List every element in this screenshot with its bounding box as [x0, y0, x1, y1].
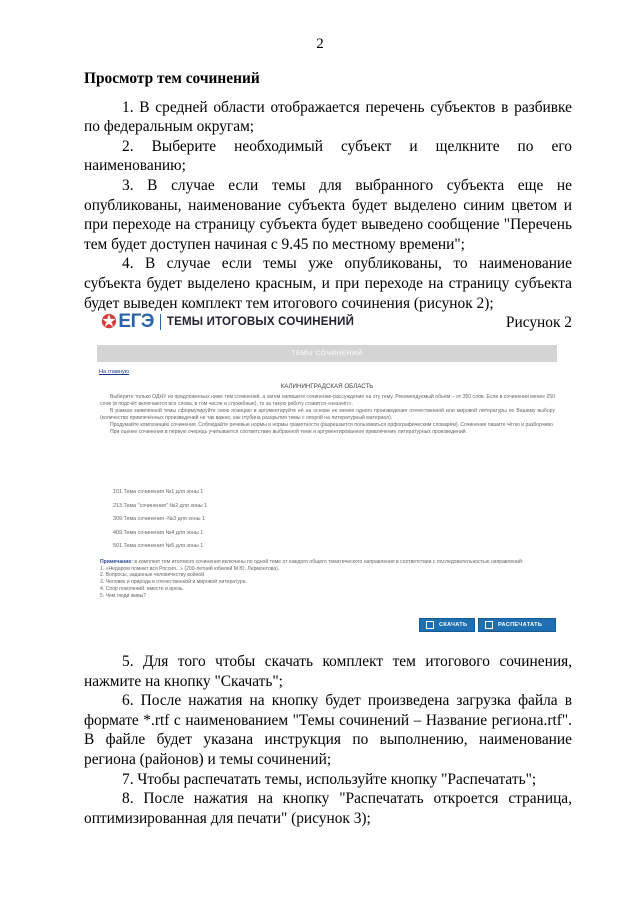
download-icon	[426, 621, 434, 629]
steps-section	[84, 652, 572, 828]
note-item: 3. Человек и природа в отечественной и мировой литературе.	[100, 579, 247, 586]
instruction-line: При оценке сочинения в первую очередь учитывается соответствие выбранной теме и аргументированное привлечение литературных произведений.	[110, 428, 467, 435]
page-number: 2	[316, 36, 324, 52]
topic-item: 213.Тема "сочинения" №2 для зоны 1	[113, 502, 208, 509]
note-item: 2. Вопросы, заданные человечеству войной.	[100, 572, 206, 579]
paragraph-5: 5. Для того чтобы скачать комплект тем итогового сочинения, нажмите на кнопку "Скачать";	[84, 653, 572, 690]
download-label: СКАЧАТЬ	[439, 622, 468, 628]
paragraph-2: 2. Выберите необходимый субъект и щелкните по его наименованию;	[84, 137, 572, 175]
figure-caption: Рисунок 2	[505, 314, 572, 332]
intro-section	[84, 69, 572, 333]
note-block	[100, 559, 555, 599]
site-title: ТЕМЫ ИТОГОВЫХ СОЧИНЕНИЙ	[166, 316, 355, 328]
home-link[interactable]: На главную	[99, 369, 130, 375]
note-label: Примечание:	[100, 559, 133, 565]
paragraph-8: 8. После нажатия на кнопку "Распечатать откроется страница, оптимизированная для печати" (рисунок 3);	[84, 790, 572, 827]
paragraph-6: 6. После нажатия на кнопку будет произведена загрузка файла в формате *.rtf с наименованием "Темы сочинений – Название региона.rtf". В файле будет указана инструкция по выполнению, наименование региона (районов) и темы сочинений;	[84, 692, 572, 768]
logo-emblem-icon: ✪	[101, 311, 117, 333]
paragraph-1: 1. В средней области отображается перечень субъектов в разбивке по федеральным округам;	[84, 98, 572, 136]
print-icon	[485, 621, 493, 629]
paragraph-4: 4. В случае если темы уже опубликованы, то наименование субъекта будет выделено красным, и при переходе на страницу субъекта будет выведен комплект тем итогового сочинения (рисунок 2);	[84, 255, 572, 312]
paragraph-7: 7. Чтобы распечатать темы, используйте кнопку "Распечатать";	[122, 770, 537, 788]
topic-item: 501.Тема сочинения №5 для зоны 1	[113, 543, 204, 549]
region-name: КАЛИНИНГРАДСКАЯ ОБЛАСТЬ	[280, 383, 374, 390]
topic-list	[113, 489, 207, 557]
download-button[interactable]	[419, 618, 475, 632]
figure-screenshot	[97, 306, 559, 638]
instructions	[100, 394, 555, 435]
instruction-line: Выберите только ОДНУ из предложенных ниже тем сочинений, а затем напишите сочинение-рассуждение на эту тему. Рекомендуемый объём – от 350 слов. Если в сочинении менее 250 слов (в подсчёт включаются все слова, в том числе и служебные), то за такую работу ставится «незачёт».	[100, 394, 555, 407]
ege-logo	[101, 308, 354, 336]
logo-text: ЕГЭ	[118, 311, 154, 332]
note-item: 4. Спор поколений: вместе и врозь.	[100, 585, 184, 592]
topic-item: 101.Тема сочинения №1 для зоны 1	[113, 489, 204, 495]
title-bar	[97, 345, 557, 362]
instruction-line: Продумайте композицию сочинения. Соблюдайте речевые нормы и нормы грамотности (разрешается пользоваться орфографическим словарём). Сочинение пишите чётко и разборчиво.	[110, 421, 555, 428]
topic-item: 309.Тема сочинения -№3 для зоны 1	[113, 516, 206, 522]
section-heading: Просмотр тем сочинений	[84, 70, 260, 87]
note-item: 1. «Недаром помнит вся Россия...» (200-летний юбилей М.Ю. Лермонтова).	[100, 565, 280, 572]
bar-title: ТЕМЫ СОЧИНЕНИЙ	[291, 350, 363, 357]
note-text: в комплект тем итогового сочинения включены по одной теме от каждого общего тематического направления в соответствии с последовательностью направлений:	[132, 559, 524, 565]
topic-item: 409.Тема сочинения №4 для зоны 1	[113, 529, 204, 536]
paragraph-3: 3. В случае если темы для выбранного субъекта еще не опубликованы, наименование субъекта будет выделено синим цветом и при переходе на страницу субъекта будет выведено сообщение "Перечень тем будет доступен начиная с 9.45 по местному времени";	[84, 176, 572, 253]
print-button[interactable]	[478, 618, 556, 632]
note-item: 5. Чем люди живы?	[100, 592, 147, 599]
print-label: РАСПЕЧАТАТЬ	[498, 622, 543, 628]
instruction-line: В рамках заявленной темы сформулируйте свою позицию и аргументируйте её на основе не менее одного произведения отечественной или мировой литературы по Вашему выбору (количество привлечённых произведений не так важно, как глубина раскрытия темы с опорой на литературный материал).	[100, 407, 555, 421]
